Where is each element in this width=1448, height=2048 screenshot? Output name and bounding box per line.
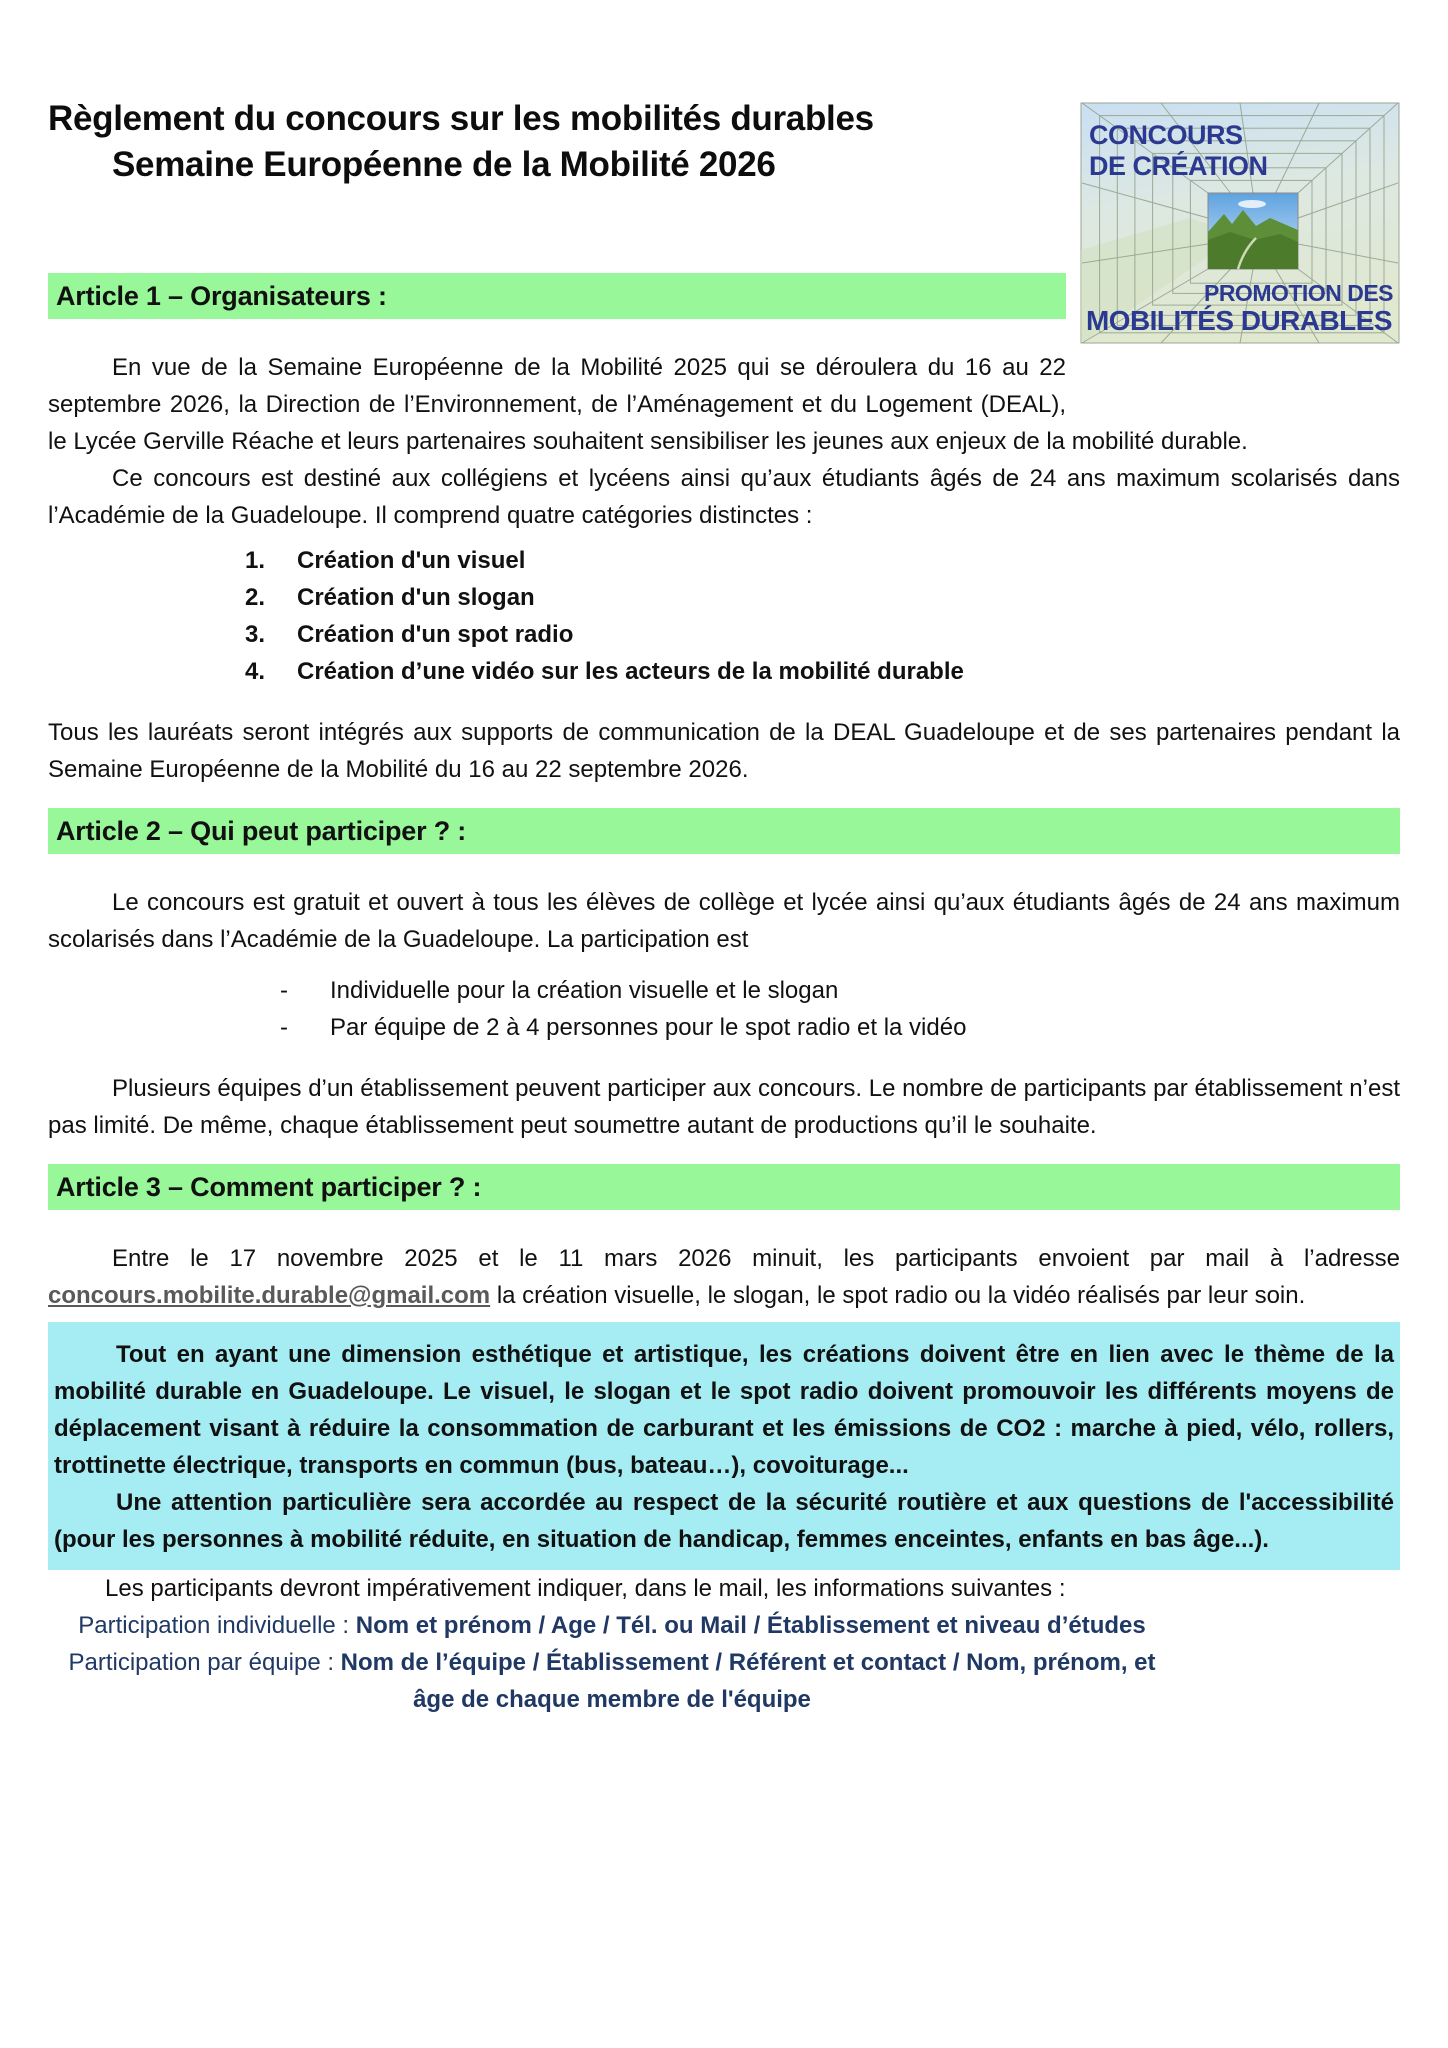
article1-paragraph-1: En vue de la Semaine Européenne de la Mobilité 2025 qui se déroulera du 16 au 22 septembre 2026, la Direction de l’Environnement, de l’Aménagement et du Logement (DEAL), le Lycée Gerville Réache et leurs partenaires souhaitent sensibiliser les jeunes aux enjeux de la mobilité durable. [48,354,1248,455]
landscape-photo [1208,193,1298,269]
individual-participation-label: Participation individuelle : [78,1612,356,1639]
perspective-grid-graphic [1080,100,1400,345]
category-label-2: Création d'un slogan [297,584,535,611]
article2-paragraph-1: Le concours est gratuit et ouvert à tous les élèves de collège et lycée ainsi qu’aux étudiants âgés de 24 ans maximum scolarisés dans l’Académie de la Guadeloupe. La participation est [48,889,1400,953]
category-label-1: Création d'un visuel [297,547,526,574]
category-number-1: 1. [245,547,266,574]
article3-heading: Article 3 – Comment participer ? : [48,1164,1400,1210]
logo-text-mobilites-durables: MOBILITÉS DURABLES [1086,305,1392,336]
contact-email-link[interactable]: concours.mobilite.durable@gmail.com [48,1282,491,1309]
category-number-4: 4. [245,658,266,685]
mail-info-intro: Les participants devront impérativement indiquer, dans le mail, les informations suivantes : [105,1575,1066,1602]
theme-callout-block [48,1322,1400,1570]
participation-label-2: Par équipe de 2 à 4 personnes pour le spot radio et la vidéo [330,1014,967,1041]
participation-item-2 [48,1009,1400,1046]
team-participation-value-line1: Nom de l’équipe / Établissement / Référent et contact / Nom, prénom, et [340,1649,1156,1676]
article2-heading: Article 2 – Qui peut participer ? : [48,808,1400,854]
article3-paragraph-1-before: Entre le 17 novembre 2025 et le 11 mars 2026 minuit, les participants envoient par mail à l’adresse [112,1245,1400,1272]
category-item-3 [48,616,1400,653]
category-item-1 [48,542,1400,579]
category-number-2: 2. [245,584,266,611]
team-participation-value-line2: âge de chaque membre de l'équipe [413,1686,811,1713]
category-item-2 [48,579,1400,616]
category-list [48,542,1400,690]
dash-bullet-1: - [280,977,288,1004]
dash-bullet-2: - [280,1014,288,1041]
callout-paragraph-1: Tout en ayant une dimension esthétique et artistique, les créations doivent être en lien avec le thème de la mobilité durable en Guadeloupe. Le visuel, le slogan et le spot radio doivent promouvoir les différents moyens de déplacement visant à réduire la consommation de carburant et les émissions de CO2 : marche à pied, vélo, rollers, trottinette électrique, transports en commun (bus, bateau…), covoiturage... [54,1341,1394,1479]
article1-heading: Article 1 – Organisateurs : [48,273,1066,319]
category-item-4 [48,653,1400,690]
article3-paragraph-1-after: la création visuelle, le slogan, le spot radio ou la vidéo réalisés par leur soin. [490,1282,1306,1309]
contest-logo-image [1080,100,1400,345]
logo-text-promotion-des: PROMOTION DES [1203,280,1393,306]
participation-label-1: Individuelle pour la création visuelle et le slogan [330,977,839,1004]
individual-participation-line [48,1607,1176,1644]
category-label-3: Création d'un spot radio [297,621,574,648]
article3-paragraph-1 [48,1240,1400,1314]
individual-participation-value: Nom et prénom / Age / Tél. ou Mail / Établissement et niveau d’études [355,1612,1146,1639]
logo-text-concours: CONCOURS [1089,120,1243,150]
category-number-3: 3. [245,621,266,648]
title-line-1: Règlement du concours sur les mobilités durables [48,99,874,138]
required-info-lines [48,1607,1176,1718]
title-line-2: Semaine Européenne de la Mobilité 2026 [112,145,776,184]
logo-text-de-creation: DE CRÉATION [1089,151,1268,181]
team-participation-label: Participation par équipe : [68,1649,341,1676]
callout-paragraph-2: Une attention particulière sera accordée au respect de la sécurité routière et aux questions de l'accessibilité (pour les personnes à mobilité réduite, en situation de handicap, femmes enceintes, enfants en bas âge...). [54,1489,1394,1553]
participation-list [48,972,1400,1046]
article2-paragraph-2: Plusieurs équipes d’un établissement peuvent participer aux concours. Le nombre de participants par établissement n’est pas limité. De même, chaque établissement peut soumettre autant de productions qu’il le souhaite. [48,1075,1400,1139]
category-label-4: Création d’une vidéo sur les acteurs de la mobilité durable [297,658,964,685]
participation-item-1 [48,972,1400,1009]
article1-paragraph-3: Tous les lauréats seront intégrés aux supports de communication de la DEAL Guadeloupe et de ses partenaires pendant la Semaine Européenne de la Mobilité du 16 au 22 septembre 2026. [48,719,1400,783]
article1-paragraph-2: Ce concours est destiné aux collégiens et lycéens ainsi qu’aux étudiants âgés de 24 ans maximum scolarisés dans l’Académie de la Guadeloupe. Il comprend quatre catégories distinctes : [48,465,1400,529]
team-participation-line [48,1644,1176,1681]
